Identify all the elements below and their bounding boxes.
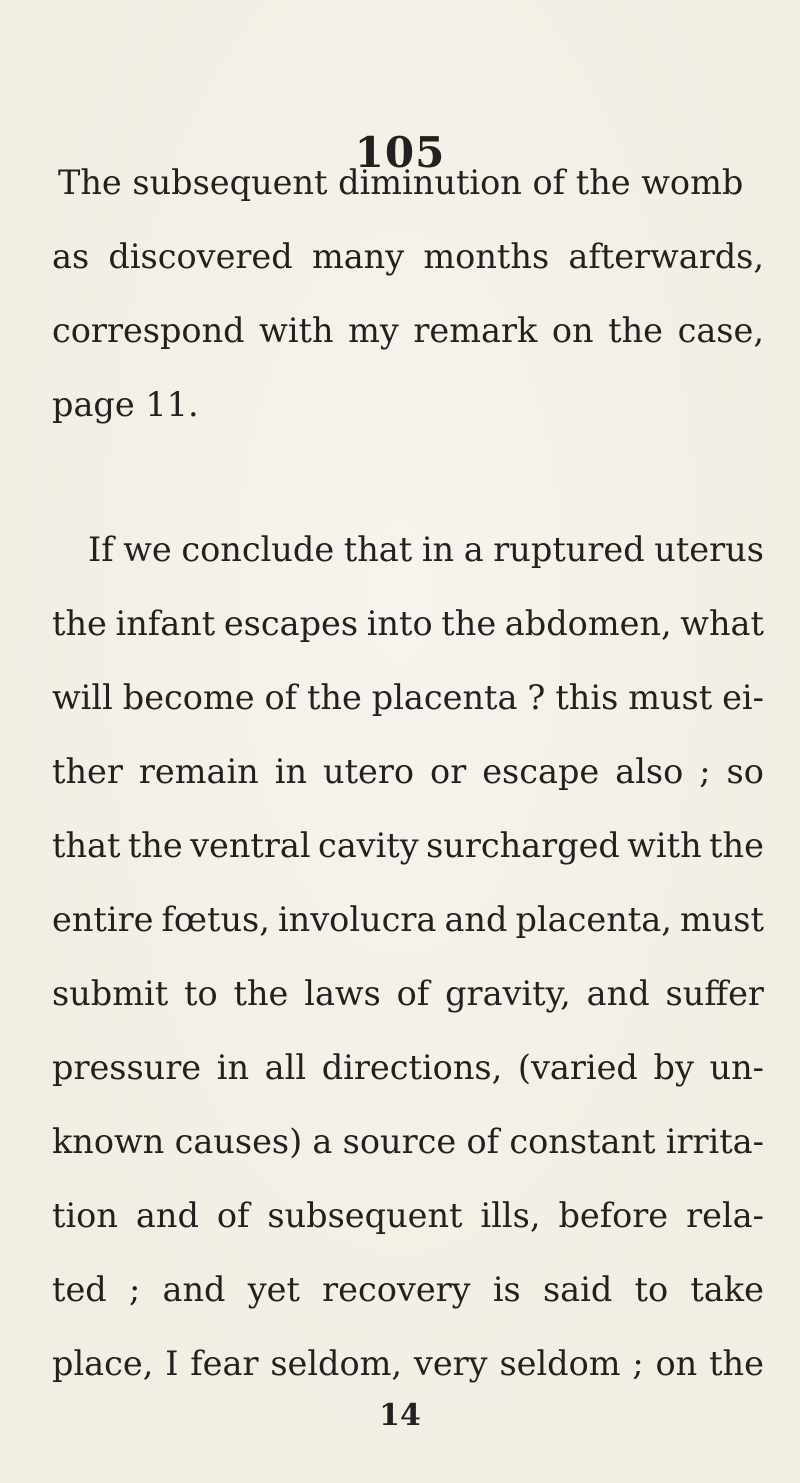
word: gravity, (445, 974, 571, 1013)
word: ; (128, 1270, 141, 1309)
word: cavity (317, 826, 419, 865)
word: months (423, 237, 550, 276)
word: remark (413, 311, 538, 350)
word: escapes (223, 604, 359, 643)
text-line (52, 604, 764, 644)
word: known (52, 1122, 165, 1161)
word: placenta (371, 678, 518, 717)
word: in (274, 752, 308, 791)
word: on (551, 311, 594, 350)
word: ? (527, 678, 546, 717)
word: uterus (654, 530, 764, 569)
word: ills, (480, 1196, 541, 1235)
word: before (558, 1196, 669, 1235)
text-line (52, 1270, 764, 1310)
word: constant (509, 1122, 656, 1161)
text-line (52, 237, 764, 277)
text-line (88, 530, 764, 570)
word: or (430, 752, 467, 791)
word: conclude (181, 530, 335, 569)
word: If (88, 530, 114, 569)
word: infant (115, 604, 216, 643)
word: this (555, 678, 619, 717)
word: escape (482, 752, 600, 791)
word: and (586, 974, 650, 1013)
word: causes) (174, 1122, 303, 1161)
word: with (259, 311, 334, 350)
word: of (466, 1122, 500, 1161)
word: entire (52, 900, 154, 939)
text-line (52, 752, 764, 792)
word: in (216, 1048, 250, 1087)
word: surcharged (426, 826, 620, 865)
word: must (628, 678, 713, 717)
word: also (615, 752, 684, 791)
word: afterwards, (568, 237, 764, 276)
word: a (463, 530, 484, 569)
word: directions, (321, 1048, 503, 1087)
word: take (690, 1270, 764, 1309)
word: is (492, 1270, 521, 1309)
word: subsequent (267, 1196, 463, 1235)
word: rela- (686, 1196, 764, 1235)
text-line (52, 1344, 764, 1384)
word: un- (709, 1048, 764, 1087)
word: submit (52, 974, 169, 1013)
word: the (709, 826, 764, 865)
word: will (52, 678, 113, 717)
word: ted (52, 1270, 107, 1309)
word: (varied (517, 1048, 638, 1087)
word: ruptured (493, 530, 645, 569)
word: ei- (722, 678, 764, 717)
word: my (348, 311, 399, 350)
word: remain (138, 752, 259, 791)
text-line (52, 311, 764, 351)
word: the (233, 974, 289, 1013)
word: the (441, 604, 497, 643)
text-line: page 11. (52, 385, 199, 424)
word: tion (52, 1196, 118, 1235)
word: fœtus, (161, 900, 270, 939)
text-line (52, 1122, 764, 1162)
text-line (52, 678, 764, 718)
word: that (52, 826, 121, 865)
word: ventral (190, 826, 311, 865)
word: the (127, 826, 183, 865)
text-line (52, 974, 764, 1014)
word: discovered (108, 237, 293, 276)
word: all (264, 1048, 307, 1087)
word: pressure (52, 1048, 202, 1087)
word: irrita- (665, 1122, 764, 1161)
word: that (343, 530, 413, 569)
word: the (608, 311, 664, 350)
word: suffer (665, 974, 764, 1013)
word: very (413, 1344, 488, 1383)
word: the (52, 604, 107, 643)
text-line (52, 1048, 764, 1088)
word: of (396, 974, 430, 1013)
word: involucra (277, 900, 437, 939)
word: the (709, 1344, 764, 1383)
word: I (165, 1344, 179, 1383)
word: fear (190, 1344, 259, 1383)
word: the (306, 678, 362, 717)
word: source (342, 1122, 457, 1161)
word: we (123, 530, 172, 569)
word: recovery (322, 1270, 471, 1309)
word: on (655, 1344, 698, 1383)
word: seldom, (270, 1344, 403, 1383)
word: laws (304, 974, 381, 1013)
word: to (634, 1270, 669, 1309)
word: a (312, 1122, 333, 1161)
word: of (264, 678, 298, 717)
word: what (680, 604, 764, 643)
text-line: The subsequent diminution of the womb (58, 163, 744, 202)
word: by (653, 1048, 694, 1087)
word: and (135, 1196, 199, 1235)
word: ; (632, 1344, 644, 1383)
word: place, (52, 1344, 154, 1383)
word: into (366, 604, 433, 643)
word: said (542, 1270, 613, 1309)
word: in (421, 530, 455, 569)
word: so (726, 752, 764, 791)
text-line (52, 1196, 764, 1236)
word: of (216, 1196, 250, 1235)
word: with (627, 826, 702, 865)
text-line (52, 826, 764, 866)
word: seldom (499, 1344, 621, 1383)
word: must (679, 900, 764, 939)
word: and (444, 900, 508, 939)
word: ; (699, 752, 711, 791)
word: abdomen, (504, 604, 672, 643)
word: case, (677, 311, 764, 350)
page-number: 105 (354, 128, 446, 177)
word: become (122, 678, 255, 717)
word: and (162, 1270, 226, 1309)
signature-mark: 14 (379, 1398, 421, 1433)
text-line (52, 900, 764, 940)
word: placenta, (515, 900, 672, 939)
word: many (311, 237, 405, 276)
word: as (52, 237, 90, 276)
word: to (184, 974, 218, 1013)
word: ther (52, 752, 123, 791)
word: utero (323, 752, 415, 791)
word: yet (247, 1270, 300, 1309)
word: correspond (52, 311, 245, 350)
